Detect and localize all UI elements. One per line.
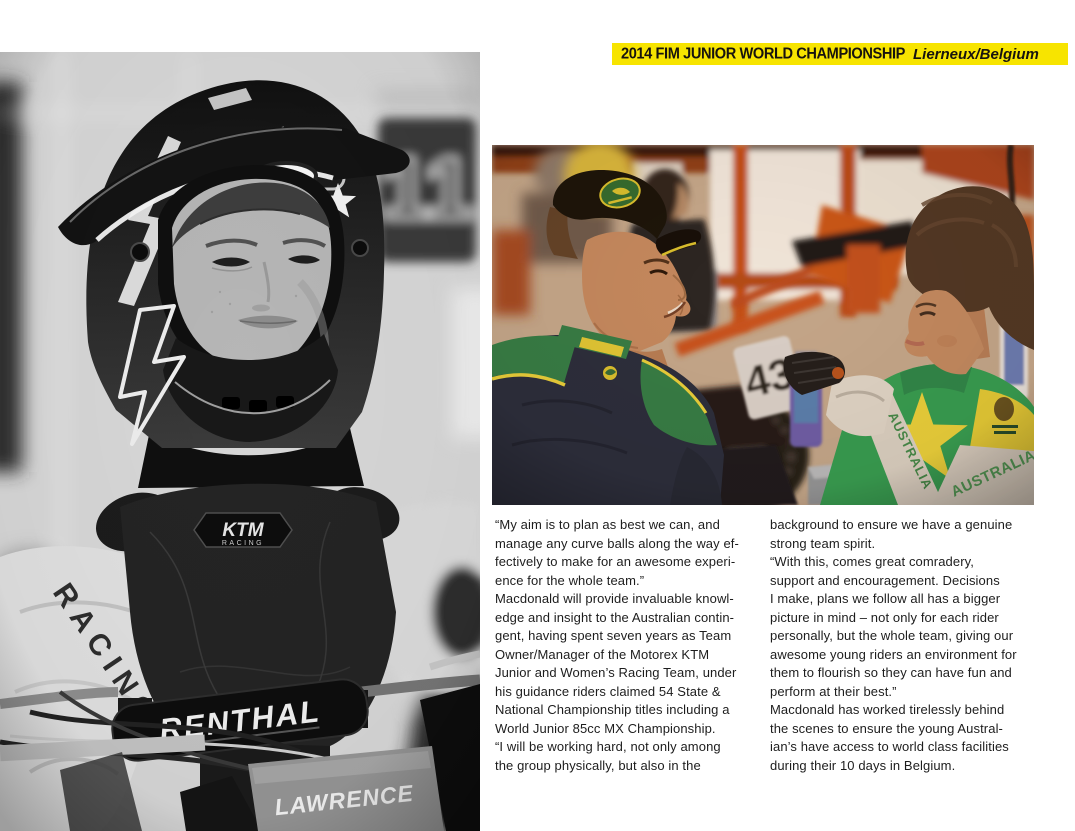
text-line: ence for the whole team.”: [495, 572, 645, 588]
text-line: perform at their best.”: [770, 683, 897, 699]
banner-title: 2014 FIM JUNIOR WORLD CHAMPIONSHIP: [621, 45, 905, 63]
text-line: background to ensure we have a genuine: [770, 517, 1013, 532]
text-line: gent, having spent seven years as Team: [495, 628, 732, 643]
text-line: ian’s have access to world class facilities: [770, 739, 1009, 754]
text-line: the scenes to ensure the young Austral-: [770, 720, 1003, 736]
photo-left-illustration: [0, 52, 480, 831]
article-column-right: [770, 516, 1040, 775]
photo-young-rider-portrait: [0, 52, 480, 831]
text-line: Owner/Manager of the Motorex KTM: [495, 646, 710, 662]
text-line: personally, but the whole team, giving our: [770, 628, 1014, 643]
text-line: picture in mind – not only for each rider: [770, 609, 999, 625]
text-line: “With this, comes great comradery,: [770, 554, 974, 569]
photo-right-illustration: [492, 145, 1034, 505]
text-line: during their 10 days in Belgium.: [770, 757, 956, 773]
text-line: “I will be working hard, not only among: [495, 739, 721, 754]
text-line: “My aim is to plan as best we can, and: [495, 517, 720, 532]
photo-team-manager-with-rider: [492, 145, 1034, 505]
text-line: awesome young riders an environment for: [770, 646, 1017, 662]
text-line: I make, plans we follow all has a bigger: [770, 591, 1001, 606]
text-line: them to flourish so they can have fun and: [770, 665, 1012, 680]
text-line: the group physically, but also in the: [495, 757, 701, 773]
text-line: National Championship titles including a: [495, 702, 730, 717]
banner: [612, 43, 1068, 65]
banner-location: Lierneux/Belgium: [912, 45, 1039, 63]
article-column-left: [495, 516, 765, 775]
text-line: strong team spirit.: [770, 535, 876, 551]
text-line: his guidance riders claimed 54 State &: [495, 683, 721, 699]
text-line: Macdonald has worked tirelessly behind: [770, 702, 1005, 717]
text-line: Macdonald will provide invaluable knowl-: [495, 591, 734, 606]
text-line: manage any curve balls along the way ef-: [495, 535, 739, 551]
text-line: support and encouragement. Decisions: [770, 572, 1000, 588]
text-line: World Junior 85cc MX Championship.: [495, 720, 716, 736]
text-line: edge and insight to the Australian contin-: [495, 609, 735, 625]
text-line: Junior and Women’s Racing Team, under: [495, 665, 737, 680]
text-line: fectively to make for an awesome experi-: [495, 554, 736, 569]
